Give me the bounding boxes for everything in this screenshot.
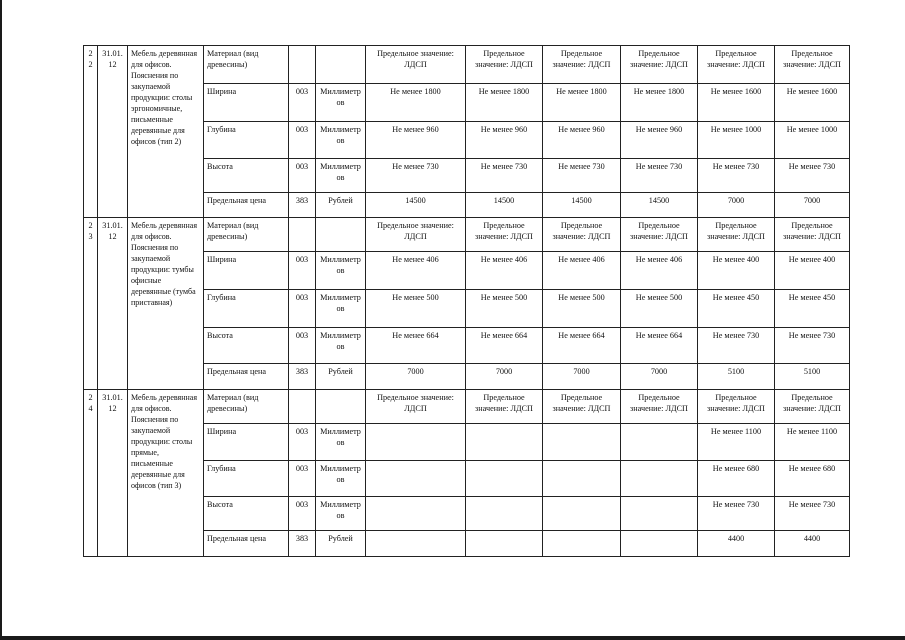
parameter-name-cell: Высота (204, 328, 289, 364)
value-cell: 7000 (543, 364, 621, 390)
value-cell: Предельное значение: ЛДСП (543, 218, 621, 252)
value-cell (366, 497, 466, 531)
value-cell: Не менее 500 (466, 290, 543, 328)
value-cell: Не менее 1000 (698, 122, 775, 159)
unit-code-cell (289, 218, 316, 252)
unit-name-cell: Миллиметр ов (316, 84, 366, 122)
value-cell (366, 424, 466, 461)
okpd-code-cell: 31.01. 12 (98, 218, 128, 390)
value-cell: Не менее 960 (466, 122, 543, 159)
value-cell: Предельное значение: ЛДСП (466, 46, 543, 84)
value-cell: Предельное значение: ЛДСП (366, 390, 466, 424)
row-number-cell: 24 (84, 390, 98, 557)
unit-name-cell: Миллиметр ов (316, 497, 366, 531)
parameter-name-cell: Ширина (204, 252, 289, 290)
value-cell: Предельное значение: ЛДСП (466, 390, 543, 424)
unit-name-cell: Миллиметр ов (316, 122, 366, 159)
value-cell: Не менее 730 (775, 159, 850, 193)
value-cell: Предельное значение: ЛДСП (543, 390, 621, 424)
value-cell: Предельное значение: ЛДСП (621, 390, 698, 424)
value-cell: 7000 (775, 193, 850, 218)
value-cell: Предельное значение: ЛДСП (775, 390, 850, 424)
value-cell (621, 461, 698, 497)
unit-name-cell (316, 46, 366, 84)
product-description-cell: Мебель деревянная для офисов. Пояснения по закупаемой продукции: столы эргономичные, письменные деревянные для офисов (тип 2) (128, 46, 204, 218)
table-row (84, 46, 850, 84)
unit-code-cell: 003 (289, 497, 316, 531)
value-cell (466, 461, 543, 497)
value-cell: 14500 (366, 193, 466, 218)
value-cell: Предельное значение: ЛДСП (543, 46, 621, 84)
value-cell (366, 461, 466, 497)
value-cell: Не менее 400 (775, 252, 850, 290)
value-cell (543, 424, 621, 461)
unit-code-cell (289, 390, 316, 424)
value-cell: 7000 (621, 364, 698, 390)
parameter-name-cell: Высота (204, 159, 289, 193)
value-cell: Не менее 960 (621, 122, 698, 159)
value-cell: Предельное значение: ЛДСП (366, 46, 466, 84)
value-cell: Не менее 730 (466, 159, 543, 193)
value-cell (543, 531, 621, 557)
unit-name-cell: Миллиметр ов (316, 290, 366, 328)
value-cell: 7000 (698, 193, 775, 218)
value-cell (543, 497, 621, 531)
value-cell: Не менее 500 (366, 290, 466, 328)
unit-code-cell: 383 (289, 193, 316, 218)
parameter-name-cell: Предельная цена (204, 531, 289, 557)
value-cell (466, 497, 543, 531)
parameter-name-cell: Материал (вид древесины) (204, 218, 289, 252)
value-cell: Не менее 730 (366, 159, 466, 193)
value-cell (366, 531, 466, 557)
unit-code-cell: 003 (289, 424, 316, 461)
row-number-cell: 23 (84, 218, 98, 390)
parameter-name-cell: Материал (вид древесины) (204, 390, 289, 424)
unit-code-cell: 383 (289, 531, 316, 557)
value-cell: Не менее 450 (698, 290, 775, 328)
okpd-code-cell: 31.01. 12 (98, 46, 128, 218)
unit-name-cell: Рублей (316, 193, 366, 218)
value-cell: Не менее 1800 (543, 84, 621, 122)
value-cell: Не менее 1600 (698, 84, 775, 122)
value-cell: Не менее 500 (543, 290, 621, 328)
value-cell: Не менее 960 (366, 122, 466, 159)
value-cell: Не менее 1800 (366, 84, 466, 122)
unit-name-cell: Рублей (316, 364, 366, 390)
value-cell: Не менее 406 (466, 252, 543, 290)
value-cell: Не менее 500 (621, 290, 698, 328)
unit-code-cell: 003 (289, 159, 316, 193)
value-cell: Предельное значение: ЛДСП (466, 218, 543, 252)
value-cell: Не менее 1000 (775, 122, 850, 159)
unit-code-cell: 003 (289, 290, 316, 328)
parameter-name-cell: Предельная цена (204, 193, 289, 218)
unit-code-cell: 003 (289, 461, 316, 497)
value-cell: Не менее 664 (366, 328, 466, 364)
table-row (84, 218, 850, 252)
parameter-name-cell: Ширина (204, 424, 289, 461)
value-cell: Не менее 730 (698, 159, 775, 193)
specification-table (83, 45, 850, 557)
unit-code-cell: 003 (289, 84, 316, 122)
value-cell: 14500 (543, 193, 621, 218)
unit-name-cell (316, 218, 366, 252)
value-cell: 7000 (366, 364, 466, 390)
value-cell: Не менее 730 (621, 159, 698, 193)
parameter-name-cell: Ширина (204, 84, 289, 122)
value-cell: Не менее 1800 (466, 84, 543, 122)
unit-code-cell: 003 (289, 328, 316, 364)
scan-edge-left (0, 0, 2, 640)
product-description-cell: Мебель деревянная для офисов. Пояснения по закупаемой продукции: тумбы офисные деревянные (тумба приставная) (128, 218, 204, 390)
value-cell: Не менее 730 (698, 497, 775, 531)
scan-edge-bottom (0, 636, 905, 640)
row-number-cell: 22 (84, 46, 98, 218)
value-cell (543, 461, 621, 497)
value-cell: Не менее 664 (543, 328, 621, 364)
value-cell: Предельное значение: ЛДСП (366, 218, 466, 252)
unit-code-cell (289, 46, 316, 84)
specification-table-body (84, 46, 850, 557)
unit-code-cell: 003 (289, 252, 316, 290)
value-cell: Предельное значение: ЛДСП (775, 46, 850, 84)
parameter-name-cell: Предельная цена (204, 364, 289, 390)
value-cell: 5100 (775, 364, 850, 390)
unit-code-cell: 003 (289, 122, 316, 159)
parameter-name-cell: Глубина (204, 290, 289, 328)
unit-name-cell: Миллиметр ов (316, 328, 366, 364)
product-description-cell: Мебель деревянная для офисов. Пояснения по закупаемой продукции: столы прямые, письменные деревянные для офисов (тип 3) (128, 390, 204, 557)
value-cell: Не менее 1800 (621, 84, 698, 122)
parameter-name-cell: Глубина (204, 461, 289, 497)
value-cell (466, 424, 543, 461)
value-cell: 5100 (698, 364, 775, 390)
value-cell: Не менее 406 (366, 252, 466, 290)
value-cell: 4400 (698, 531, 775, 557)
value-cell: Не менее 1100 (698, 424, 775, 461)
value-cell: 4400 (775, 531, 850, 557)
value-cell: Не менее 730 (775, 328, 850, 364)
value-cell: Не менее 664 (621, 328, 698, 364)
okpd-code-cell: 31.01. 12 (98, 390, 128, 557)
value-cell: Не менее 400 (698, 252, 775, 290)
value-cell: Не менее 730 (775, 497, 850, 531)
unit-name-cell: Рублей (316, 531, 366, 557)
value-cell: Предельное значение: ЛДСП (775, 218, 850, 252)
value-cell: Предельное значение: ЛДСП (621, 218, 698, 252)
value-cell: Предельное значение: ЛДСП (621, 46, 698, 84)
value-cell: Не менее 1600 (775, 84, 850, 122)
value-cell: Не менее 1100 (775, 424, 850, 461)
value-cell: Не менее 664 (466, 328, 543, 364)
value-cell: 14500 (466, 193, 543, 218)
value-cell (621, 424, 698, 461)
value-cell: 7000 (466, 364, 543, 390)
parameter-name-cell: Глубина (204, 122, 289, 159)
unit-name-cell: Миллиметр ов (316, 252, 366, 290)
value-cell: Не менее 960 (543, 122, 621, 159)
value-cell: Предельное значение: ЛДСП (698, 390, 775, 424)
value-cell: Предельное значение: ЛДСП (698, 46, 775, 84)
unit-code-cell: 383 (289, 364, 316, 390)
value-cell: Не менее 406 (621, 252, 698, 290)
unit-name-cell: Миллиметр ов (316, 424, 366, 461)
unit-name-cell: Миллиметр ов (316, 159, 366, 193)
value-cell: Не менее 680 (775, 461, 850, 497)
table-row (84, 390, 850, 424)
unit-name-cell: Миллиметр ов (316, 461, 366, 497)
value-cell: 14500 (621, 193, 698, 218)
value-cell: Не менее 450 (775, 290, 850, 328)
value-cell: Предельное значение: ЛДСП (698, 218, 775, 252)
value-cell: Не менее 680 (698, 461, 775, 497)
value-cell (621, 531, 698, 557)
parameter-name-cell: Высота (204, 497, 289, 531)
unit-name-cell (316, 390, 366, 424)
value-cell (466, 531, 543, 557)
value-cell: Не менее 730 (543, 159, 621, 193)
value-cell: Не менее 730 (698, 328, 775, 364)
parameter-name-cell: Материал (вид древесины) (204, 46, 289, 84)
value-cell (621, 497, 698, 531)
value-cell: Не менее 406 (543, 252, 621, 290)
